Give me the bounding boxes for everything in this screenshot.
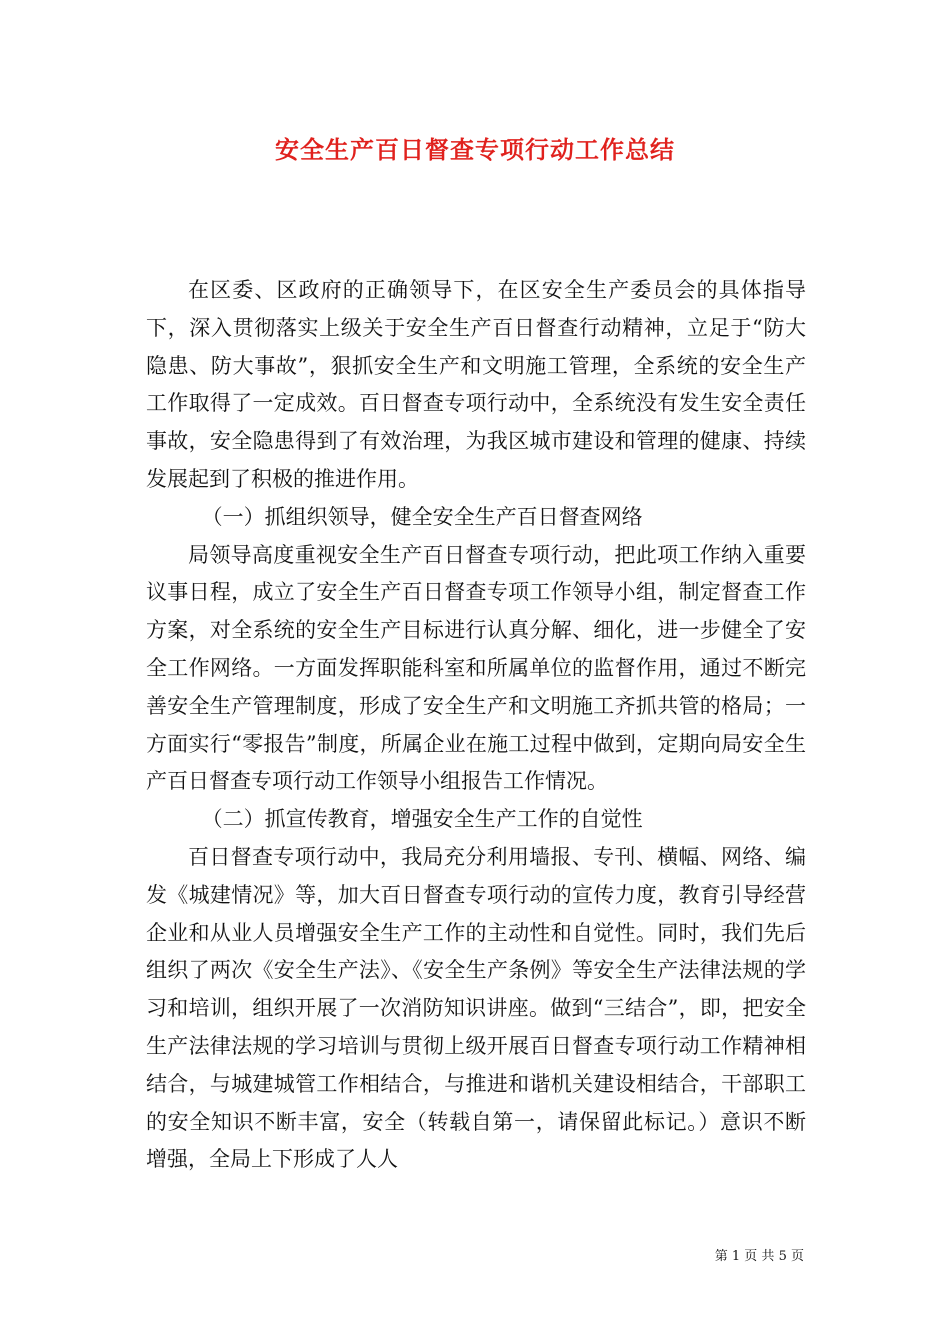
paragraph-section-2: 百日督查专项行动中，我局充分利用墙报、专刊、横幅、网络、编发《城建情况》等，加大百日督查专项行动的宣传力度，教育引导经营企业和从业人员增强安全生产工作的主动性和自觉性。同时，我们先后组织了两次《安全生产法》、《安全生产条例》等安全生产法律法规的学习和培训，组织开展了一次消防知识讲座。做到“三结合”，即，把安全生产法律法规的学习培训与贯彻上级开展百日督查专项行动工作精神相结合，与城建城管工作相结合，与推进和谐机关建设相结合，干部职工的安全知识不断丰富，安全（转载自第一，请保留此标记。）意识不断增强，全局上下形成了人人: [146, 844, 806, 1172]
page-current: 1: [731, 1249, 741, 1264]
paragraph-intro: 在区委、区政府的正确领导下，在区安全生产委员会的具体指导下，深入贯彻落实上级关于安全生产百日督查行动精神，立足于“防大隐患、防大事故”，狠抓安全生产和文明施工管理，全系统的安全生产工作取得了一定成效。百日督查专项行动中，全系统没有发生安全责任事故，安全隐患得到了有效治理，为我区城市建设和管理的健康、持续发展起到了积极的推进作用。: [146, 278, 806, 491]
page-number: [715, 1248, 804, 1266]
document-body: [146, 272, 806, 1179]
page-title: 安全生产百日督查专项行动工作总结: [275, 135, 675, 164]
section-heading-1: （一）抓组织领导，健全安全生产百日督查网络: [201, 504, 643, 529]
page-total: 5: [778, 1249, 787, 1264]
section-heading-2: （二）抓宣传教育，增强安全生产工作的自觉性: [201, 807, 643, 832]
paragraph-section-1: 局领导高度重视安全生产百日督查专项行动，把此项工作纳入重要议事日程，成立了安全生产百日督查专项工作领导小组，制定督查工作方案，对全系统的安全生产目标进行认真分解、细化，进一步健全了安全工作网络。一方面发挥职能科室和所属单位的监督作用，通过不断完善安全生产管理制度，形成了安全生产和文明施工齐抓共管的格局；一方面实行“零报告”制度，所属企业在施工过程中做到，定期向局安全生产百日督查专项行动工作领导小组报告工作情况。: [146, 542, 806, 794]
page-suffix: 页: [790, 1249, 804, 1264]
page-prefix: 第: [714, 1249, 728, 1264]
page-mid: 页 共: [744, 1249, 775, 1264]
